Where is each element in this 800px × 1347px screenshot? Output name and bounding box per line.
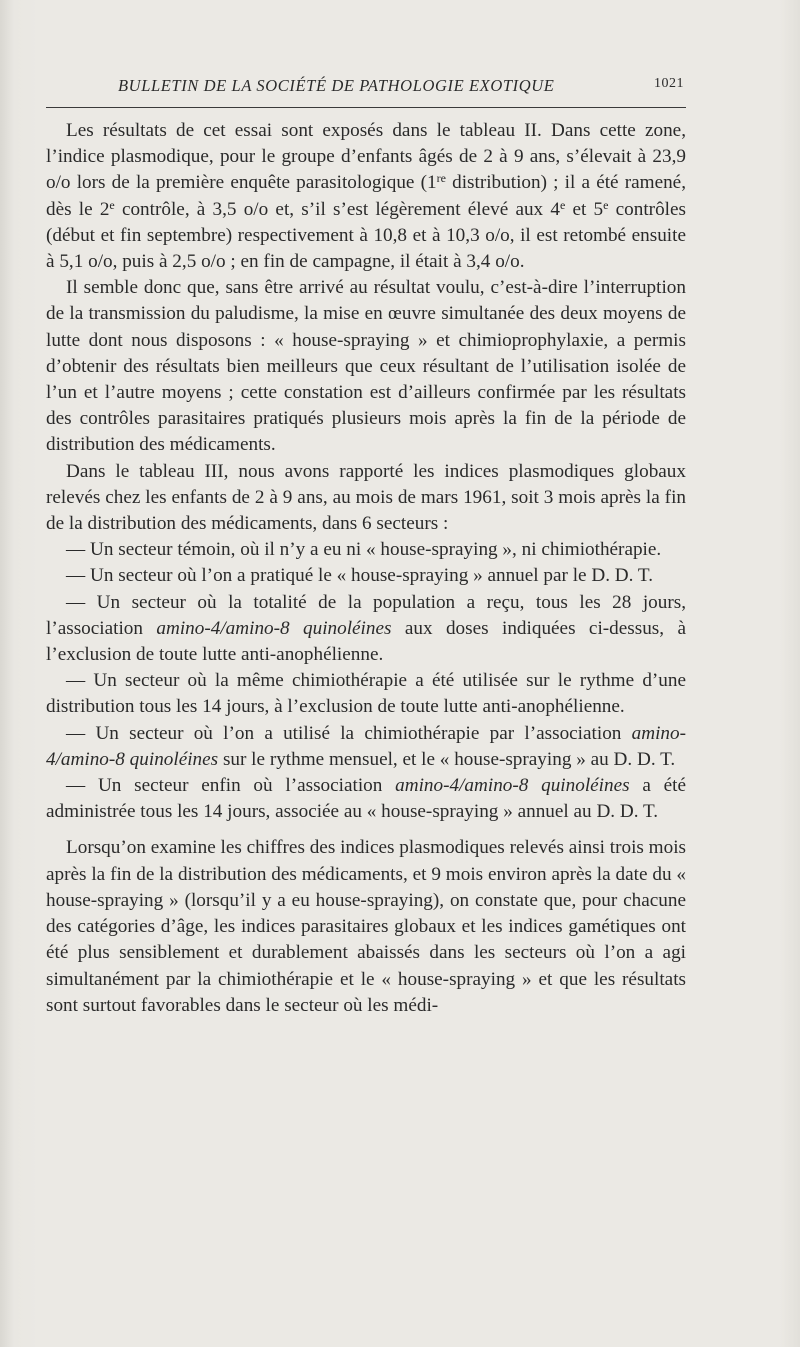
list-item-4: — Un secteur où la même chimiothérapie a été utilisée sur le rythme d’une distribution tous les 14 jours, à l’exclusion de toute lutte anti-anophélienne. <box>46 670 686 718</box>
body-text <box>46 118 686 1019</box>
italic-term: amino-4/amino-8 quinoléines <box>395 775 630 797</box>
list-item-6: — Un secteur enfin où l’association amino-4/amino-8 quinoléines a été administrée tous les 14 jours, associée au « house-spraying » annuel au D. D. T. <box>46 775 686 823</box>
paragraph-4: Lorsqu’on examine les chiffres des indices plasmodiques relevés ainsi trois mois après la fin de la distribution des médicaments, et 9 mois environ après la date du « house-spraying » (lorsqu’il y a eu house-spraying), on constate que, pour chacune des catégories d’âge, les indices parasitaires globaux et les indices gamétiques ont été plus sensiblement et durablement abaissés dans les secteurs où l’on a agi simultanément par la chimiothérapie et le « house-spraying » et que les résultats sont surtout favorables dans le secteur où les médi- <box>46 837 686 1016</box>
page-number: 1021 <box>654 76 684 91</box>
list-item-2: — Un secteur où l’on a pratiqué le « house-spraying » annuel par le D. D. T. <box>66 565 654 587</box>
running-head <box>118 76 684 102</box>
running-title: BULLETIN DE LA SOCIÉTÉ DE PATHOLOGIE EXOTIQUE <box>118 76 555 95</box>
italic-term: amino-4/amino-8 quinoléines <box>156 617 392 639</box>
paragraph-1: Les résultats de cet essai sont exposés dans le tableau II. Dans cette zone, l’indice plasmodique, pour le groupe d’enfants âgés de 2 à 9 ans, s’élevait à 23,9 o/o lors de la première enquête parasitologique (1re distribution) ; il a été ramené, dès le 2e contrôle, à 3,5 o/o et, s’il s’est légèrement élevé aux 4e et 5e contrôles (début et fin septembre) respectivement à 10,8 et à 10,3 o/o, il est retombé ensuite à 5,1 o/o, puis à 2,5 o/o ; en fin de campagne, il était à 3,4 o/o. <box>46 120 686 273</box>
list-item-3: — Un secteur où la totalité de la population a reçu, tous les 28 jours, l’association amino-4/amino-8 quinoléines aux doses indiquées ci-dessus, à l’exclusion de toute lutte anti-anophélienne. <box>46 591 686 666</box>
italic-term: amino-4/amino-8 quinoléines <box>46 722 686 770</box>
list-item-1: — Un secteur témoin, où il n’y a eu ni « house-spraying », ni chimiothérapie. <box>66 539 662 561</box>
paragraph-3: Dans le tableau III, nous avons rapporté les indices plasmodiques globaux relevés chez les enfants de 2 à 9 ans, au mois de mars 1961, soit 3 mois après la fin de la distribution des médicaments, dans 6 secteurs : <box>46 460 686 535</box>
header-rule <box>46 107 686 108</box>
paragraph-2: Il semble donc que, sans être arrivé au résultat voulu, c’est-à-dire l’interruption de la transmission du paludisme, la mise en œuvre simultanée des deux moyens de lutte dont nous disposons : « house-spraying » et chimioprophylaxie, a permis d’obtenir des résultats bien meilleurs que ceux résultant de l’utilisation isolée de l’un et l’autre moyens ; cette constation est d’ailleurs confirmée par les résultats des contrôles parasitaires pratiqués plusieurs mois après la fin de la période de distribution des médicaments. <box>46 277 686 456</box>
list-item-5: — Un secteur où l’on a utilisé la chimiothérapie par l’association amino-4/amino-8 quinoléines sur le rythme mensuel, et le « house-spraying » au D. D. T. <box>46 722 686 770</box>
